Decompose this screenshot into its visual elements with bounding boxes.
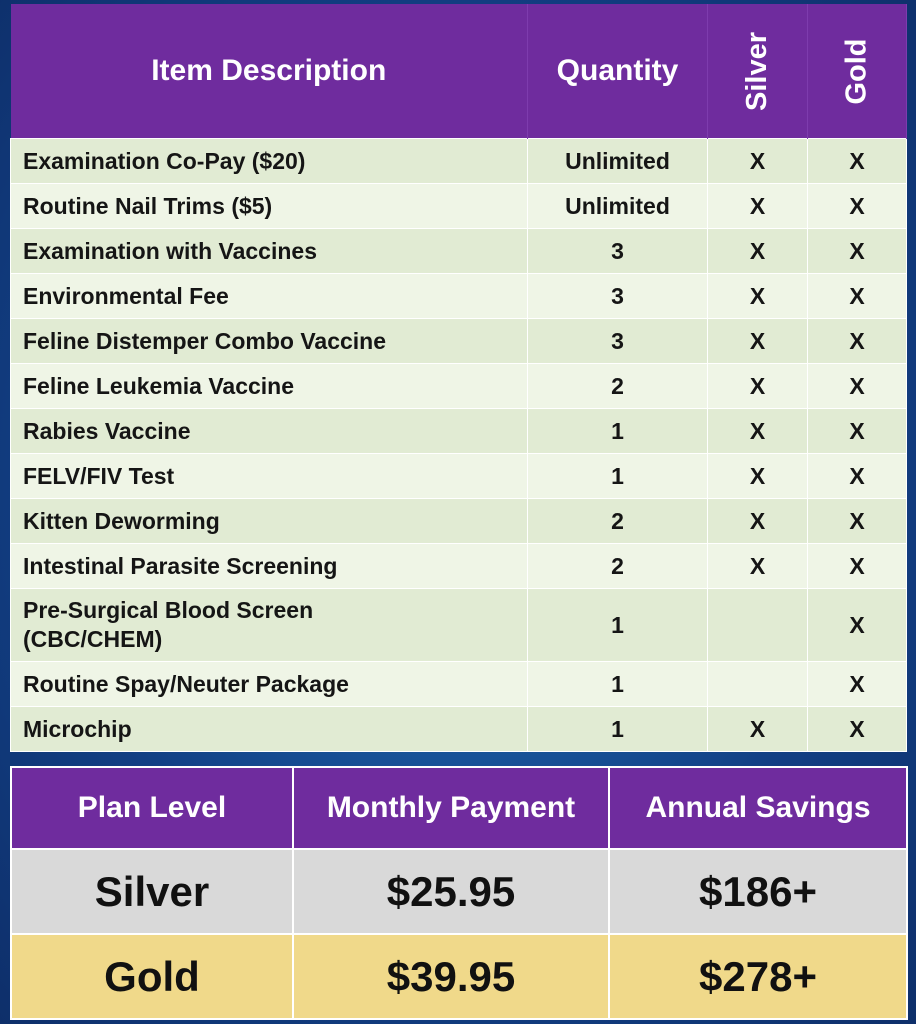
silver-included-mark: X — [708, 364, 808, 409]
gold-included-mark: X — [808, 184, 907, 229]
item-quantity: 1 — [528, 409, 708, 454]
plan-items-table — [10, 4, 907, 752]
gold-included-mark: X — [808, 544, 907, 589]
table-row — [11, 662, 907, 707]
gold-included-mark: X — [808, 139, 907, 184]
table-row — [11, 139, 907, 184]
header-quantity: Quantity — [528, 4, 708, 139]
item-quantity: Unlimited — [528, 184, 708, 229]
item-description: Examination with Vaccines — [11, 229, 528, 274]
silver-included-mark — [708, 662, 808, 707]
silver-included-mark: X — [708, 319, 808, 364]
item-description: Microchip — [11, 707, 528, 752]
table-row — [11, 544, 907, 589]
gold-included-mark: X — [808, 589, 907, 662]
table-row — [11, 454, 907, 499]
header-annual-savings: Annual Savings — [609, 767, 907, 849]
item-description: FELV/FIV Test — [11, 454, 528, 499]
silver-included-mark: X — [708, 454, 808, 499]
silver-included-mark: X — [708, 274, 808, 319]
gold-plan-row — [11, 934, 907, 1019]
plans-header-row — [11, 767, 907, 849]
item-description: Intestinal Parasite Screening — [11, 544, 528, 589]
table-row — [11, 499, 907, 544]
table-row — [11, 229, 907, 274]
item-description: Kitten Deworming — [11, 499, 528, 544]
table-row — [11, 319, 907, 364]
pricing-frame — [8, 4, 907, 1019]
header-gold — [808, 4, 907, 139]
item-quantity: 2 — [528, 499, 708, 544]
header-silver — [708, 4, 808, 139]
gold-annual-savings: $278+ — [609, 934, 907, 1019]
header-gold-label: Gold — [840, 38, 873, 105]
table-row — [11, 364, 907, 409]
silver-annual-savings: $186+ — [609, 849, 907, 934]
gold-included-mark: X — [808, 319, 907, 364]
item-quantity: 1 — [528, 589, 708, 662]
item-description: Routine Nail Trims ($5) — [11, 184, 528, 229]
silver-included-mark: X — [708, 184, 808, 229]
silver-plan-row — [11, 849, 907, 934]
item-quantity: 3 — [528, 229, 708, 274]
table-row — [11, 707, 907, 752]
gold-monthly-payment: $39.95 — [293, 934, 609, 1019]
table-row — [11, 274, 907, 319]
silver-included-mark: X — [708, 544, 808, 589]
item-description: Routine Spay/Neuter Package — [11, 662, 528, 707]
silver-included-mark: X — [708, 499, 808, 544]
gold-included-mark: X — [808, 499, 907, 544]
header-silver-label: Silver — [741, 32, 773, 111]
item-quantity: 1 — [528, 454, 708, 499]
silver-included-mark: X — [708, 139, 808, 184]
silver-included-mark — [708, 589, 808, 662]
gold-included-mark: X — [808, 409, 907, 454]
item-quantity: 1 — [528, 662, 708, 707]
gold-included-mark: X — [808, 364, 907, 409]
item-quantity: Unlimited — [528, 139, 708, 184]
gold-included-mark: X — [808, 662, 907, 707]
item-description: Rabies Vaccine — [11, 409, 528, 454]
gold-included-mark: X — [808, 274, 907, 319]
item-description: Feline Distemper Combo Vaccine — [11, 319, 528, 364]
item-quantity: 2 — [528, 364, 708, 409]
silver-monthly-payment: $25.95 — [293, 849, 609, 934]
gold-included-mark: X — [808, 229, 907, 274]
gold-plan-level: Gold — [11, 934, 293, 1019]
item-description: Feline Leukemia Vaccine — [11, 364, 528, 409]
table-row — [11, 184, 907, 229]
gold-included-mark: X — [808, 707, 907, 752]
item-quantity: 3 — [528, 274, 708, 319]
item-quantity: 3 — [528, 319, 708, 364]
silver-included-mark: X — [708, 229, 808, 274]
item-description: Pre-Surgical Blood Screen (CBC/CHEM) — [11, 589, 528, 662]
items-header-row — [11, 4, 907, 139]
table-row — [11, 409, 907, 454]
item-quantity: 2 — [528, 544, 708, 589]
plan-pricing-table — [10, 766, 908, 1020]
silver-included-mark: X — [708, 409, 808, 454]
item-description: Examination Co-Pay ($20) — [11, 139, 528, 184]
table-row — [11, 589, 907, 662]
header-item-description: Item Description — [11, 4, 528, 139]
silver-plan-level: Silver — [11, 849, 293, 934]
gold-included-mark: X — [808, 454, 907, 499]
silver-included-mark: X — [708, 707, 808, 752]
header-plan-level: Plan Level — [11, 767, 293, 849]
item-description: Environmental Fee — [11, 274, 528, 319]
header-monthly-payment: Monthly Payment — [293, 767, 609, 849]
item-quantity: 1 — [528, 707, 708, 752]
